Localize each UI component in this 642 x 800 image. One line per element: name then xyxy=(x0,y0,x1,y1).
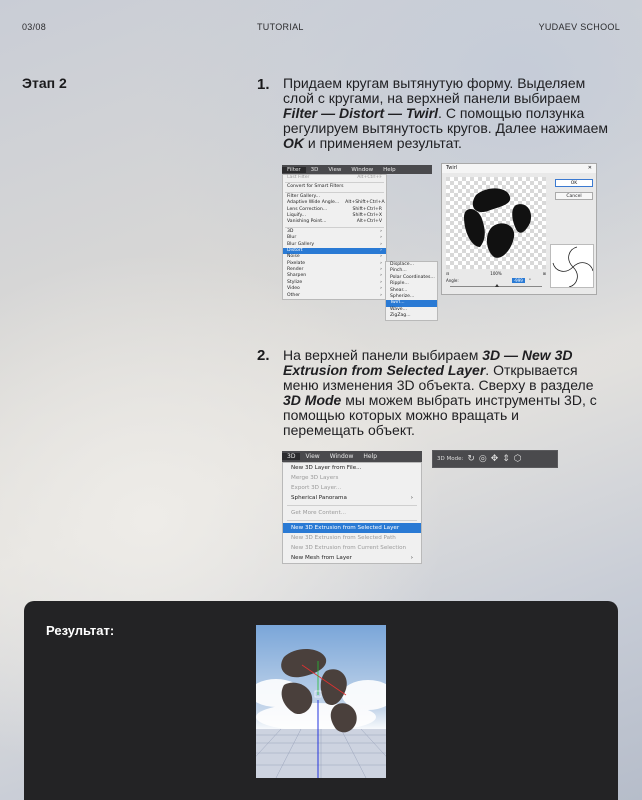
menu-item-label: New 3D Extrusion from Selected Path xyxy=(291,535,396,541)
menu-3d-item-new-3d-extrusion-from-current-selection xyxy=(283,543,421,553)
menu-item-label: Blur xyxy=(287,235,297,241)
menu-3d-screenshot xyxy=(282,451,422,564)
twirl-dialog xyxy=(441,163,597,295)
menu-item-label: Noise xyxy=(287,254,300,260)
menu-item-label: Stylize xyxy=(287,279,303,285)
page-number: 03/08 xyxy=(22,22,47,32)
menu-item-label: Distort xyxy=(287,247,303,253)
menubar-item-window[interactable]: Window xyxy=(351,166,374,173)
menu-3d-item-new-3d-layer-from-file[interactable] xyxy=(283,463,421,473)
menu-3d-item-new-3d-extrusion-from-selected-path xyxy=(283,533,421,543)
roll-3d-icon[interactable]: ◎ xyxy=(478,454,487,464)
step-1-text xyxy=(283,76,613,151)
menu-shortcut: Shift+Ctrl+X xyxy=(352,212,382,218)
menu-divider xyxy=(285,227,384,228)
menu-3d-item-get-more-content xyxy=(283,508,421,518)
scale-3d-icon[interactable]: ⬡ xyxy=(513,454,522,464)
step-2-text xyxy=(283,348,601,438)
menubar-item-help[interactable]: Help xyxy=(383,166,396,173)
menu-item-label: 3D xyxy=(287,228,294,234)
result-panel xyxy=(24,601,618,800)
submenu-arrow-icon: › xyxy=(380,241,382,247)
menu-3d-item-new-3d-extrusion-from-selected-layer[interactable] xyxy=(283,523,421,533)
menu-item-label: Pinch... xyxy=(390,268,407,274)
menubar-item-window[interactable]: Window xyxy=(329,453,354,460)
angle-input[interactable]: -999 xyxy=(513,278,523,283)
menu-item-label: New 3D Extrusion from Selected Layer xyxy=(291,525,400,531)
submenu-arrow-icon: › xyxy=(380,273,382,279)
filter-item-convert-for-smart-filters[interactable] xyxy=(283,184,386,190)
submenu-arrow-icon: › xyxy=(410,495,413,501)
step-1-ok-label: OK xyxy=(283,135,304,151)
submenu-arrow-icon: › xyxy=(380,292,382,298)
menu-3d-item-export-3d-layer xyxy=(283,483,421,493)
menubar-item-filter[interactable]: Filter xyxy=(282,167,306,173)
step-2-number: 2. xyxy=(257,347,270,364)
menubar-item-3d[interactable]: 3D xyxy=(282,453,300,460)
menu-item-label: ZigZag... xyxy=(390,313,411,319)
distort-item-zigzag[interactable] xyxy=(386,313,437,319)
submenu-arrow-icon: › xyxy=(380,254,382,260)
menu-item-label: Displace... xyxy=(390,262,414,267)
step-1-text-part: Придаем кругам вытянутую форму. Выделяем слой с кругами, на верхней панели выбираем xyxy=(283,75,586,106)
menu-shortcut: Alt+Ctrl+F xyxy=(357,175,382,180)
menu-divider xyxy=(287,505,417,506)
submenu-arrow-icon: › xyxy=(380,247,382,253)
menubar-item-3d[interactable]: 3D xyxy=(310,166,319,173)
menu-item-label: Export 3D Layer... xyxy=(291,485,342,491)
angle-slider[interactable] xyxy=(450,286,542,287)
angle-label: Angle: xyxy=(446,278,459,283)
angle-unit: ° xyxy=(528,278,531,283)
filter-item-other[interactable] xyxy=(283,293,386,299)
step-2-3d-mode-label: 3D Mode xyxy=(283,392,342,408)
step-2-menu-path: 3D — New 3D Extrusion from Selected Layer xyxy=(283,347,573,378)
menu-item-label: New Mesh from Layer xyxy=(291,555,352,561)
brand-name: YUDAEV SCHOOL xyxy=(538,22,620,32)
zoom-level: 100% xyxy=(490,271,502,276)
menu-item-label: Get More Content... xyxy=(291,510,346,516)
menu-3d-item-merge-3d-layers xyxy=(283,473,421,483)
stage-title: Этап 2 xyxy=(22,75,67,91)
ps-menubar-3d xyxy=(282,451,422,462)
menu-shortcut: Alt+Ctrl+V xyxy=(356,219,382,225)
menubar-item-help[interactable]: Help xyxy=(363,453,378,460)
menu-item-label: Vanishing Point... xyxy=(287,219,327,225)
menu-item-label: New 3D Layer from File... xyxy=(291,465,362,471)
twirl-mode-preview xyxy=(550,244,594,288)
submenu-arrow-icon: › xyxy=(380,228,382,234)
menu-item-label: Spherical Panorama xyxy=(291,495,347,501)
cancel-button[interactable]: Cancel xyxy=(555,192,593,200)
slide-3d-icon[interactable]: ⇕ xyxy=(502,454,510,464)
filter-dropdown xyxy=(282,174,387,300)
menu-item-label: Blur Gallery xyxy=(287,241,315,247)
step-1-number: 1. xyxy=(257,76,270,93)
ok-button[interactable]: OK xyxy=(555,179,593,187)
drag-3d-icon[interactable]: ✥ xyxy=(490,454,499,464)
menu-item-label: Pixelate xyxy=(287,260,306,266)
menu-item-label: Wave... xyxy=(390,306,407,312)
menu-item-label: Liquify... xyxy=(287,212,306,218)
menubar-item-view[interactable]: View xyxy=(305,453,320,460)
menu-3d-dropdown xyxy=(282,462,422,564)
menu-item-label: Polar Coordinates... xyxy=(390,274,435,280)
menubar-item-view[interactable]: View xyxy=(328,166,342,173)
ps-menubar xyxy=(282,165,432,174)
menu-item-label: Twirl... xyxy=(390,300,405,306)
submenu-arrow-icon: › xyxy=(380,267,382,273)
twirl-preview xyxy=(446,177,546,269)
menu-item-label: Adaptive Wide Angle... xyxy=(287,200,340,206)
menu-item-label: Spherize... xyxy=(390,293,415,299)
zoom-out-button[interactable]: ⊟ xyxy=(446,271,450,276)
step-2-text-part: . Открывается меню изменения 3D объекта. Сверху в разделе xyxy=(283,362,594,393)
distort-submenu xyxy=(385,261,438,321)
menu-divider xyxy=(287,520,417,521)
step-1-text-part: и применяем результат. xyxy=(304,135,462,151)
menu-item-label: Ripple... xyxy=(390,281,409,287)
step-1-text-part: . С помощью ползунка регулируем вытянутость кругов. Далее нажимаем xyxy=(283,105,608,136)
menu-item-label: Sharpen xyxy=(287,273,307,279)
submenu-arrow-icon: › xyxy=(380,260,382,266)
menu-3d-item-new-mesh-from-layer[interactable] xyxy=(283,553,421,563)
close-icon[interactable]: ✕ xyxy=(587,165,592,171)
orbit-3d-icon[interactable]: ↻ xyxy=(467,454,475,464)
menu-item-label: Video xyxy=(287,286,300,292)
step-2-text-part: На верхней панели выбираем xyxy=(283,347,483,363)
step-2-text-part: мы можем выбрать инструменты 3D, с помощью которых можно вращать и перемещать объект. xyxy=(283,392,597,438)
slider-handle[interactable] xyxy=(495,284,499,287)
step-1-menu-path: Filter — Distort — Twirl xyxy=(283,105,439,121)
submenu-arrow-icon: › xyxy=(380,279,382,285)
zoom-in-button[interactable]: ⊞ xyxy=(542,271,546,276)
menu-3d-item-spherical-panorama[interactable] xyxy=(283,493,421,503)
menu-item-label: Merge 3D Layers xyxy=(291,475,339,481)
menu-item-label: Lens Correction... xyxy=(287,206,328,212)
dialog-title: Twirl xyxy=(446,165,458,171)
filter-item-last-filter xyxy=(283,175,386,181)
submenu-arrow-icon: › xyxy=(380,235,382,241)
menu-shortcut: Alt+Shift+Ctrl+A xyxy=(345,200,385,206)
menu-item-label: Shear... xyxy=(390,287,408,293)
result-image xyxy=(256,625,386,778)
menu-shortcut: Shift+Ctrl+R xyxy=(352,206,382,212)
menu-divider xyxy=(285,192,384,193)
menu-item-label: Convert for Smart Filters xyxy=(287,184,344,190)
3d-mode-label: 3D Mode: xyxy=(437,456,464,462)
submenu-arrow-icon: › xyxy=(410,555,413,561)
section-title: TUTORIAL xyxy=(257,22,304,32)
menu-item-label: New 3D Extrusion from Current Selection xyxy=(291,545,407,551)
result-title: Результат: xyxy=(46,623,115,638)
menu-item-label: Other xyxy=(287,292,301,298)
3d-mode-toolbar xyxy=(432,450,558,468)
filter-item-vanishing-point[interactable] xyxy=(283,219,386,225)
submenu-arrow-icon: › xyxy=(380,286,382,292)
menu-item-label: Last Filter xyxy=(287,175,310,180)
menu-item-label: Render xyxy=(287,267,304,273)
menu-item-label: Filter Gallery... xyxy=(287,193,320,199)
